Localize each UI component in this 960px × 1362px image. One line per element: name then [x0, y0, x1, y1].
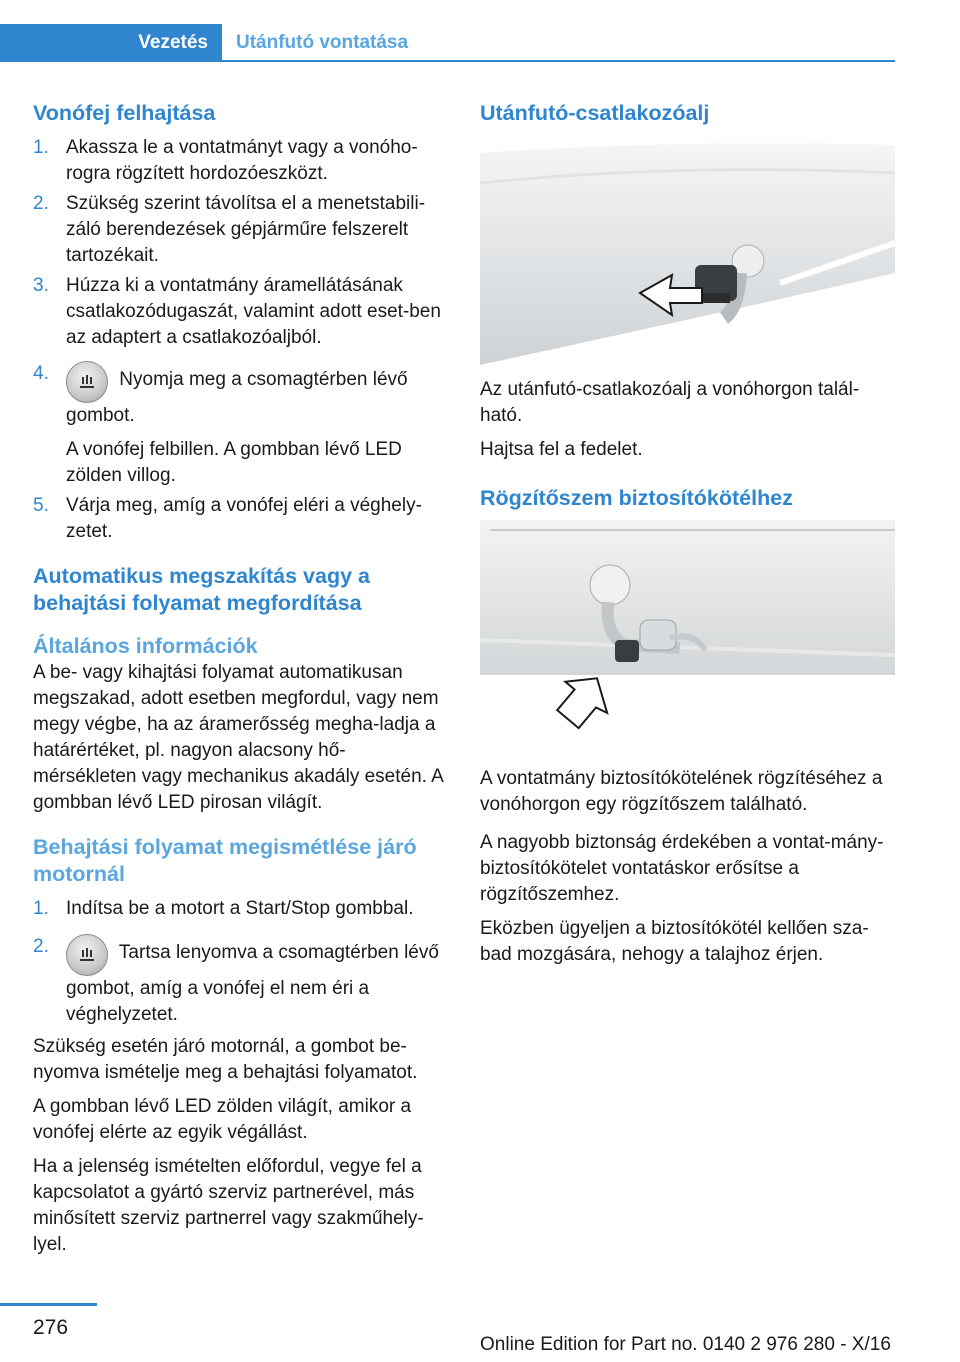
- repeat-paragraph-1: Szükség esetén járó motornál, a gombot be-nyomva ismételje meg a behajtási folyamatot.: [33, 1036, 418, 1083]
- heading-safety-eye: Rögzítőszem biztosítókötélhez: [480, 486, 793, 510]
- general-info-text: A be- vagy kihajtási folyamat automatikusan megszakad, adott esetben megfordul, vagy nem megy végbe, ha az áramerősség megha-ladja a határértéket, pl. nagyon alacsony hő-mérsékleten vagy mechanikus akadály esetén. A gombban lévő LED pirosan világít.: [33, 662, 443, 813]
- step-number: 1.: [33, 898, 49, 919]
- socket-illustration: [480, 143, 895, 365]
- list-item: [33, 273, 443, 351]
- section-tab: Vezetés: [0, 24, 222, 62]
- step-number: 2.: [33, 936, 49, 957]
- heading-trailer-socket: Utánfutó-csatlakozóalj: [480, 101, 710, 125]
- header-rule: [222, 60, 895, 62]
- step-text: Tartsa lenyomva a csomagtérben lévő gombot, amíg a vonófej el nem éri a véghelyzetet.: [66, 942, 439, 1025]
- topic-tab: Utánfutó vontatása: [236, 32, 409, 53]
- eye-paragraph-3: Eközben ügyeljen a biztosítókötél kellően sza-bad mozgására, nehogy a talajhoz érjen.: [480, 918, 869, 965]
- list-item: [33, 934, 443, 1028]
- step-number: 1.: [33, 137, 49, 158]
- trunk-button-icon: [66, 934, 108, 976]
- footer-rule: [0, 1303, 97, 1306]
- repeat-paragraph-2: A gombban lévő LED zölden világít, amikor a vonófej elérte az egyik végállást.: [33, 1096, 412, 1143]
- step-number: 2.: [33, 193, 49, 214]
- repeat-paragraph-3: Ha a jelenség ismételten előfordul, vegye fel a kapcsolatot a gyártó szerviz partnerével, más minősített szerviz partnerrel vagy szakműhely-lyel.: [33, 1156, 424, 1255]
- left-column: [33, 100, 443, 1258]
- trunk-button-icon: [66, 361, 108, 403]
- page-header: [0, 24, 895, 62]
- list-item: [33, 361, 443, 489]
- eye-paragraph-1: A vontatmány biztosítókötelének rögzítéséhez a vonóhorgon egy rögzítőszem található.: [480, 768, 883, 815]
- step-text: Húzza ki a vontatmány áramellátásának csatlakozódugaszát, valamint adott eset-ben az adaptert a csatlakozóaljból.: [66, 275, 441, 348]
- list-item: [33, 135, 443, 187]
- eye-paragraph-2: A nagyobb biztonság érdekében a vontat-mány-biztosítókötelet vontatáskor erősítse a rögzítőszemhez.: [480, 832, 884, 905]
- step-number: 4.: [33, 363, 49, 384]
- steps-raise: [33, 135, 443, 545]
- heading-auto-interrupt: Automatikus megszakítás vagy a behajtási folyamat megfordítása: [33, 564, 370, 615]
- subheading-repeat: Behajtási folyamat megismétlése járó motornál: [33, 835, 417, 886]
- step-text: Indítsa be a motort a Start/Stop gombbal.: [66, 898, 414, 919]
- subheading-general-info: Általános információk: [33, 634, 258, 658]
- step-text: Várja meg, amíg a vonófej eléri a véghely-zetet.: [66, 495, 422, 542]
- step-text: Akassza le a vontatmányt vagy a vonóho-rogra rögzített hordozóeszközt.: [66, 137, 418, 184]
- list-item: [33, 191, 443, 269]
- safety-eye-illustration: [480, 520, 895, 740]
- step-number: 5.: [33, 495, 49, 516]
- step-text: Nyomja meg a csomagtérben lévő gombot.: [66, 369, 408, 426]
- list-item: [33, 896, 443, 922]
- step-number: 3.: [33, 275, 49, 296]
- socket-paragraph-1: Az utánfutó-csatlakozóalj a vonóhorgon talál-ható.: [480, 379, 860, 426]
- right-column: [480, 100, 895, 968]
- socket-paragraph-2: Hajtsa fel a fedelet.: [480, 439, 643, 460]
- page-number: 276: [33, 1316, 69, 1339]
- step-text: Szükség szerint távolítsa el a menetstabili-záló berendezések gépjárműre felszerelt tartozékait.: [66, 193, 426, 266]
- heading-raise-tow-head: Vonófej felhajtása: [33, 101, 216, 125]
- steps-repeat: [33, 896, 443, 1028]
- list-item: [33, 493, 443, 545]
- edition-text: Online Edition for Part no. 0140 2 976 280 - X/16: [480, 1334, 891, 1355]
- step-note: A vonófej felbillen. A gombban lévő LED zölden villog.: [66, 439, 402, 486]
